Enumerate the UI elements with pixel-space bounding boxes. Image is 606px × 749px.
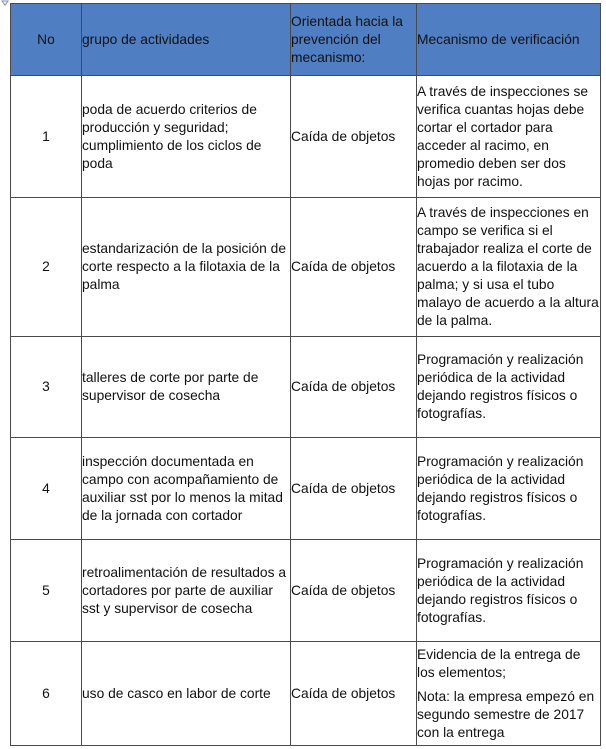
table-move-handle-icon[interactable] xyxy=(1,0,9,6)
activities-table xyxy=(10,3,601,746)
grupo-cell: retroalimentación de resultados a cortadores por parte de auxiliar sst y supervisor de cosecha xyxy=(82,540,291,642)
table-row xyxy=(11,337,601,438)
grupo-cell: uso de casco en labor de corte xyxy=(82,642,291,746)
mecanismo-cell xyxy=(417,76,601,198)
header-mecanismo: Mecanismo de verificación xyxy=(417,4,601,76)
row-number: 6 xyxy=(11,642,82,746)
mecanismo-text: Programación y realización periódica de la actividad dejando registros físicos o fotografías. xyxy=(417,352,584,421)
orientada-cell: Caída de objetos xyxy=(291,76,417,198)
table-row xyxy=(11,438,601,540)
row-number: 5 xyxy=(11,540,82,642)
mecanismo-text: Evidencia de la entrega de los elementos; xyxy=(417,646,581,680)
header-row xyxy=(11,4,601,76)
mecanismo-cell xyxy=(417,438,601,540)
mecanismo-text: A través de inspecciones en campo se verifica si el trabajador realiza el corte de acuerdo a la filotaxia de la palma; y si usa el tubo malayo de acuerdo a la altura de la palma. xyxy=(417,205,599,328)
orientada-cell: Caída de objetos xyxy=(291,642,417,746)
grupo-cell: inspección documentada en campo con acompañamiento de auxiliar sst por lo menos la mitad de la jornada con cortador xyxy=(82,438,291,540)
mecanismo-text: Programación y realización periódica de la actividad dejando registros físicos o fotografías. xyxy=(417,453,584,523)
header-grupo: grupo de actividades xyxy=(82,4,291,76)
grupo-cell: talleres de corte por parte de supervisor de cosecha xyxy=(82,337,291,438)
mecanismo-note: Nota: la empresa empezó en segundo semestre de 2017 con la entrega xyxy=(417,688,595,740)
header-orientada: Orientada hacia la prevención del mecanismo: xyxy=(291,4,417,76)
orientada-cell: Caída de objetos xyxy=(291,540,417,642)
table-row xyxy=(11,540,601,642)
orientada-cell: Caída de objetos xyxy=(291,337,417,438)
mecanismo-text: A través de inspecciones se verifica cuantas hojas debe cortar el cortador para acceder al racimo, en promedio deben ser dos hojas por racimo. xyxy=(417,83,589,189)
table-row xyxy=(11,76,601,198)
header-no: No xyxy=(11,4,82,76)
mecanismo-cell xyxy=(417,642,601,746)
table-row xyxy=(11,642,601,746)
row-number: 1 xyxy=(11,76,82,198)
mecanismo-text: Programación y realización periódica de la actividad dejando registros físicos o fotografías. xyxy=(417,555,584,625)
row-number: 2 xyxy=(11,198,82,337)
mecanismo-cell xyxy=(417,540,601,642)
grupo-cell: estandarización de la posición de corte respecto a la filotaxia de la palma xyxy=(82,198,291,337)
mecanismo-cell xyxy=(417,337,601,438)
orientada-cell: Caída de objetos xyxy=(291,198,417,337)
grupo-cell: poda de acuerdo criterios de producción y seguridad; cumplimiento de los ciclos de poda xyxy=(82,76,291,198)
orientada-cell: Caída de objetos xyxy=(291,438,417,540)
row-number: 3 xyxy=(11,337,82,438)
mecanismo-cell xyxy=(417,198,601,337)
row-number: 4 xyxy=(11,438,82,540)
table-row xyxy=(11,198,601,337)
